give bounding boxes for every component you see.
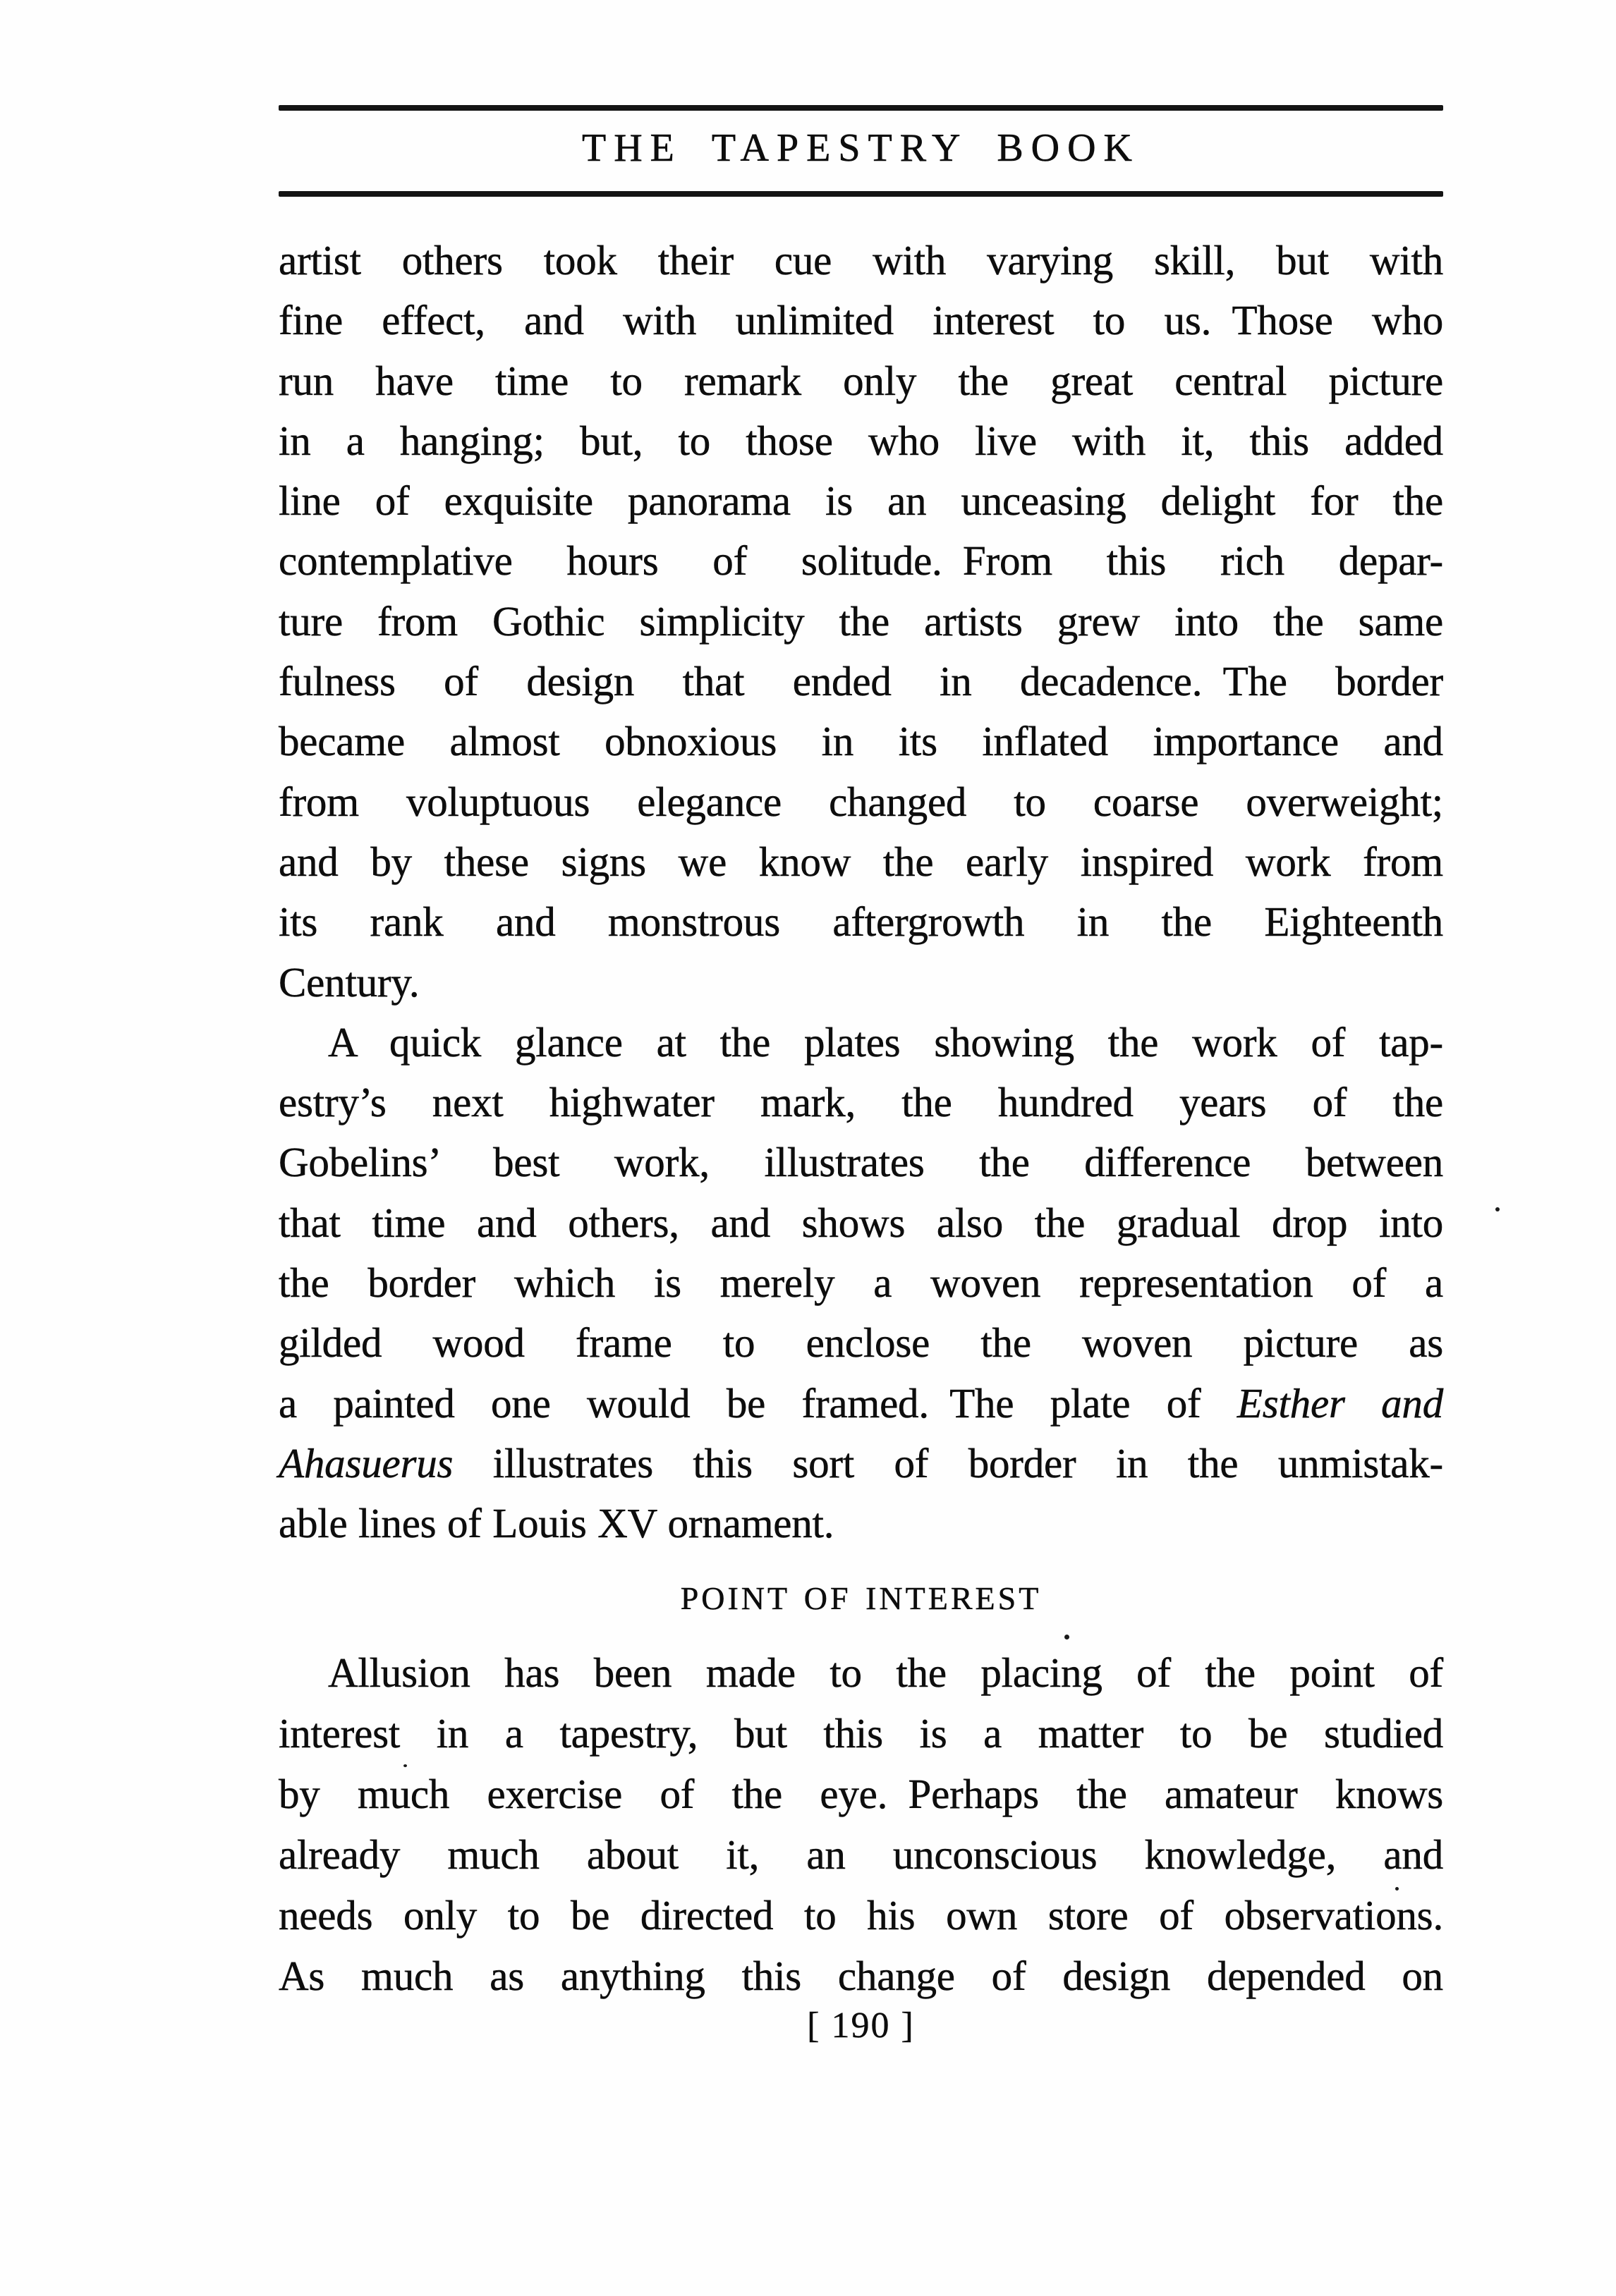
scan-speck [1395,1887,1399,1891]
body-text-lower [279,1642,1443,2006]
text-line [279,231,1443,291]
text-line [279,1253,1443,1313]
text-segment: fulness of design that ended in decadence. The border [279,658,1443,705]
text-line [279,1374,1443,1434]
scan-speck [403,1764,407,1767]
text-line [279,531,1443,591]
page-number: [ 190 ] [807,2005,915,2046]
text-line [279,1013,1443,1073]
text-line [279,1946,1443,2006]
text-line [279,1073,1443,1132]
text-segment: Century. [279,958,420,1006]
body-text-upper [279,231,1443,1554]
text-segment: that time and others, and shows also the gradual drop into [279,1199,1443,1246]
text-segment: line of exquisite panorama is an unceasing delight for the [279,477,1443,525]
text-line [279,832,1443,892]
text-line [279,953,1443,1013]
text-segment: fine effect, and with unlimited interest to us. Those who [279,297,1443,344]
text-segment: Allusion has been made to the placing of the point of [328,1649,1443,1696]
text-line [279,712,1443,771]
scan-speck [1495,1207,1500,1211]
text-line [279,471,1443,531]
text-line [279,411,1443,471]
section-heading: POINT OF INTEREST [680,1580,1042,1616]
text-segment: interest in a tapestry, but this is a matter to be studied [279,1710,1443,1757]
text-segment: in a hanging; but, to those who live with it, this added [279,417,1443,464]
text-line [279,351,1443,411]
text-segment: the border which is merely a woven representation of a [279,1259,1443,1307]
text-segment: its rank and monstrous aftergrowth in the Eighteenth [279,898,1443,946]
text-line [279,1132,1443,1192]
text-line [279,1193,1443,1253]
header-rule-top [279,105,1443,111]
text-line [279,1434,1443,1494]
text-segment: Gobelins’ best work, illustrates the difference between [279,1139,1443,1186]
text-segment: and by these signs we know the early inspired work from [279,838,1443,885]
text-line [279,1764,1443,1824]
text-segment: A quick glance at the plates showing the work of tap- [328,1018,1443,1065]
text-line [279,1494,1443,1553]
text-segment: estry’s next highwater mark, the hundred years of the [279,1079,1443,1126]
running-head-title: THE TAPESTRY BOOK [581,126,1140,170]
text-line [279,1313,1443,1373]
text-segment: contemplative hours of solitude. From this rich depar- [279,537,1443,585]
text-segment: run have time to remark only the great central picture [279,357,1443,404]
text-line [279,592,1443,652]
text-segment: illustrates this sort of border in the unmistak- [453,1439,1443,1486]
text-segment: became almost obnoxious in its inflated importance and [279,718,1443,765]
text-segment: able lines of Louis XV ornament. [279,1500,834,1547]
header-rule-bottom [279,191,1443,197]
text-segment: artist others took their cue with varying skill, but with [279,237,1443,283]
text-line [279,892,1443,952]
text-line [279,291,1443,350]
text-segment: already much about it, an unconscious knowledge, and [279,1831,1443,1878]
text-line [279,1703,1443,1764]
text-segment: a painted one would be framed. The plate of [279,1379,1237,1427]
text-line [279,1885,1443,1946]
text-line [279,772,1443,832]
text-segment: ture from Gothic simplicity the artists grew into the same [279,597,1443,645]
italic-text: Esther and [1237,1379,1443,1427]
text-segment: needs only to be directed to his own store of observations. [279,1892,1443,1938]
text-segment: As much as anything this change of design depended on [279,1953,1443,1999]
text-segment: by much exercise of the eye. Perhaps the amateur knows [279,1771,1443,1817]
scan-speck [1064,1635,1069,1639]
italic-text: Ahasuerus [279,1439,454,1486]
text-line [279,652,1443,712]
text-segment: from voluptuous elegance changed to coarse overweight; [279,778,1443,825]
text-segment: gilded wood frame to enclose the woven picture as [279,1319,1443,1367]
text-line [279,1642,1443,1703]
text-line [279,1824,1443,1885]
